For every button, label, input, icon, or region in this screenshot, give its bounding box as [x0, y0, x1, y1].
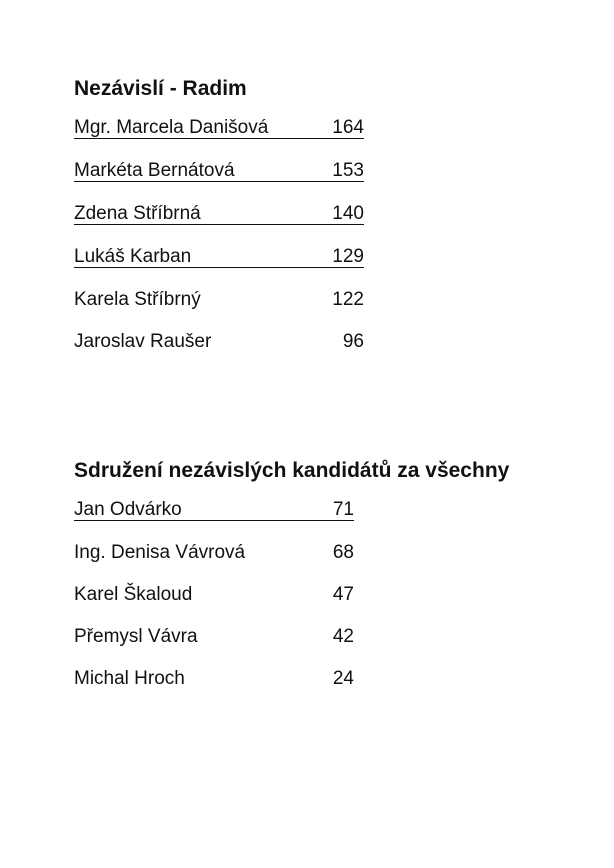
candidate-votes: 129: [332, 246, 364, 267]
candidate-row: [74, 159, 364, 182]
candidate-name: Jaroslav Raušer: [74, 331, 212, 352]
section-sdruzeni-nezavislych: [74, 458, 510, 709]
candidate-name: Michal Hroch: [74, 668, 185, 689]
candidate-row: [74, 541, 354, 565]
candidate-row: [74, 583, 354, 607]
candidate-row: [74, 667, 354, 691]
candidate-name: Ing. Denisa Vávrová: [74, 542, 246, 563]
candidate-votes: 71: [332, 499, 354, 520]
candidate-name: Markéta Bernátová: [74, 160, 235, 181]
candidate-votes: 122: [332, 289, 364, 310]
candidate-name: Lukáš Karban: [74, 246, 192, 267]
candidate-name: Zdena Stříbrná: [74, 203, 201, 224]
candidate-row: [74, 288, 364, 312]
candidate-votes: 164: [332, 117, 364, 138]
candidate-votes: 42: [332, 626, 354, 647]
candidate-votes: 96: [342, 331, 364, 352]
candidate-votes: 140: [332, 203, 364, 224]
candidate-row: [74, 330, 364, 354]
candidate-name: Přemysl Vávra: [74, 626, 198, 647]
candidate-row: [74, 498, 354, 521]
candidate-votes: 153: [332, 160, 364, 181]
candidate-votes: 24: [332, 668, 354, 689]
candidate-row: [74, 116, 364, 139]
candidate-votes: 68: [332, 542, 354, 563]
candidate-row: [74, 625, 354, 649]
candidate-name: Karel Škaloud: [74, 584, 193, 605]
candidate-name: Jan Odvárko: [74, 499, 182, 520]
candidate-votes: 47: [332, 584, 354, 605]
candidate-name: Mgr. Marcela Danišová: [74, 117, 269, 138]
candidate-name: Karela Stříbrný: [74, 289, 201, 310]
candidate-row: [74, 245, 364, 268]
candidate-row: [74, 202, 364, 225]
section-heading: Sdružení nezávislých kandidátů za všechny: [74, 459, 510, 482]
section-nezavisli-radim: [74, 76, 364, 372]
section-heading: Nezávislí - Radim: [74, 77, 247, 100]
